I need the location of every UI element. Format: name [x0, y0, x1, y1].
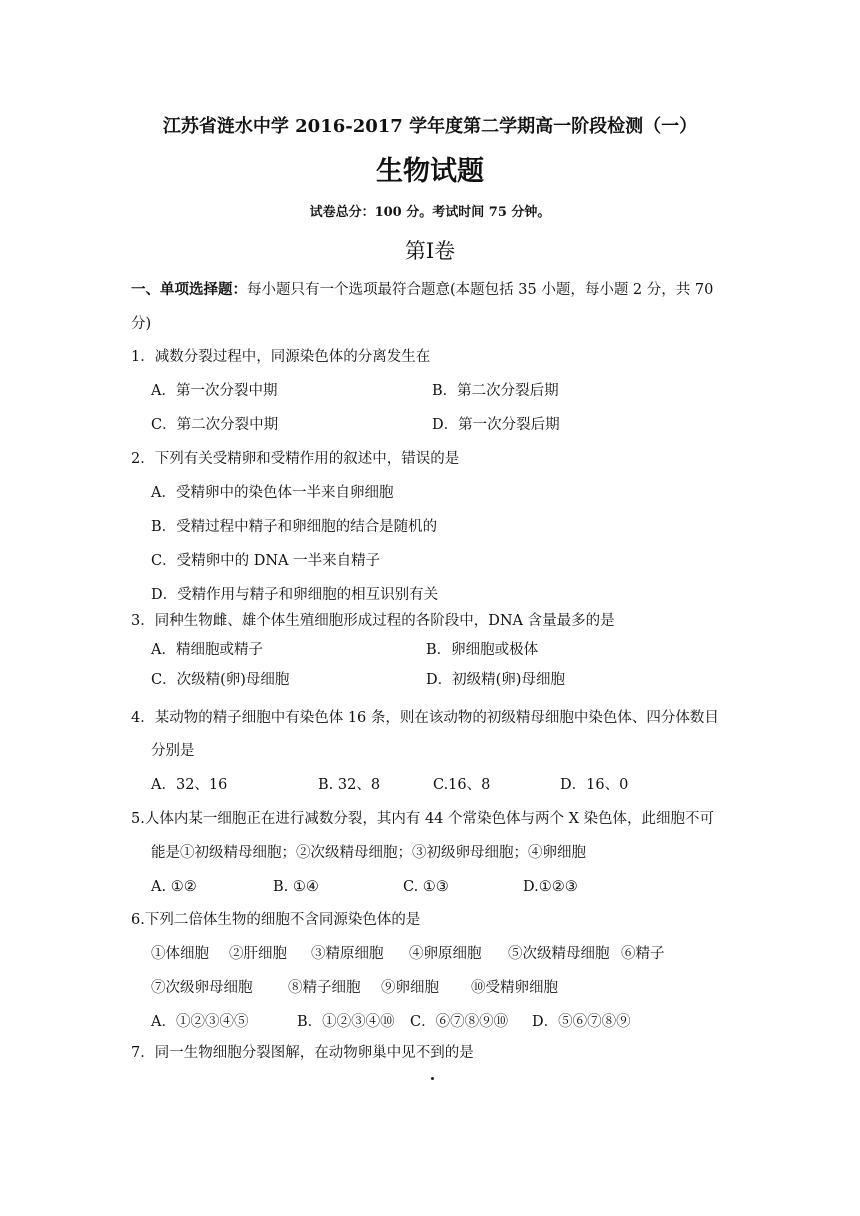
option: A．第一次分裂中期: [151, 383, 278, 399]
option: C．受精卵中的 DNA 一半来自精子: [151, 553, 381, 569]
section-instruction: [131, 280, 713, 300]
question-stem: 6.下列二倍体生物的细胞不含同源染色体的是: [131, 912, 421, 928]
option: D．第一次分裂后期: [432, 417, 560, 433]
option: A．①②③④⑤: [151, 1014, 249, 1030]
question-stem: 2．下列有关受精卵和受精作用的叙述中，错误的是: [131, 451, 460, 467]
exam-info: 试卷总分：100 分。考试时间 75 分钟。: [309, 205, 551, 220]
option: C．第二次分裂中期: [151, 417, 279, 433]
option: B. ①④: [273, 879, 319, 895]
option: B．卵细胞或极体: [426, 642, 539, 658]
question-stem: 4．某动物的精子细胞中有染色体 16 条，则在该动物的初级精母细胞中染色体、四分体数目: [131, 710, 719, 726]
option: D．⑤⑥⑦⑧⑨: [532, 1014, 631, 1030]
cell-item: ⑩受精卵细胞: [471, 980, 558, 996]
section-instruction-cont: 分): [131, 316, 152, 332]
option: A．精细胞或精子: [151, 642, 263, 658]
option: B．受精过程中精子和卵细胞的结合是随机的: [151, 519, 438, 535]
question-stem: 3．同种生物雌、雄个体生殖细胞形成过程的各阶段中，DNA 含量最多的是: [131, 613, 615, 629]
question-stem: 5.人体内某一细胞正在进行减数分裂，其内有 44 个常染色体与两个 X 染色体，此细胞不可: [131, 811, 715, 827]
subject-title: 生物试题: [376, 156, 484, 187]
option: D．初级精(卵)母细胞: [426, 672, 565, 688]
section-instruction-text: 每小题只有一个选项最符合题意(本题包括 35 小题，每小题 2 分，共 70: [247, 282, 714, 298]
emphasis-dot: [431, 1077, 434, 1080]
option: B. 32、8: [318, 777, 381, 793]
cell-item: ⑨卵细胞: [381, 980, 439, 996]
option: A．受精卵中的染色体一半来自卵细胞: [151, 485, 394, 501]
cell-item: ⑦次级卵母细胞: [151, 980, 253, 996]
section-label: 一、单项选择题：: [131, 281, 247, 298]
cell-item: ⑥精子: [621, 946, 665, 962]
option: D.①②③: [523, 879, 578, 895]
option: B．①②③④⑩: [297, 1014, 395, 1030]
cell-item: ⑤次级精母细胞: [508, 946, 610, 962]
volume-title: 第Ⅰ卷: [404, 239, 456, 263]
option: C. ①③: [403, 879, 449, 895]
cell-item: ①体细胞: [151, 946, 209, 962]
cell-item: ③精原细胞: [311, 946, 384, 962]
cell-item: ②肝细胞: [229, 946, 287, 962]
option: C.16、8: [433, 777, 491, 793]
option: C．⑥⑦⑧⑨⑩: [410, 1014, 509, 1030]
question-stem-cont: 能是①初级精母细胞；②次级精母细胞；③初级卵母细胞；④卵细胞: [151, 845, 586, 861]
option: A．32、16: [151, 777, 228, 793]
question-stem: 7．同一生物细胞分裂图解，在动物卵巢中见不到的是: [131, 1045, 474, 1061]
question-stem: 1．减数分裂过程中，同源染色体的分离发生在: [131, 349, 431, 365]
option: A. ①②: [151, 879, 197, 895]
cell-item: ⑧精子细胞: [288, 980, 361, 996]
cell-item: ④卵原细胞: [409, 946, 482, 962]
question-stem-cont: 分别是: [151, 743, 195, 759]
option: D．16、0: [560, 777, 629, 793]
option: C．次级精(卵)母细胞: [151, 672, 290, 688]
exam-title: 江苏省涟水中学 2016-2017 学年度第二学期高一阶段检测（一）: [162, 116, 698, 137]
option: D．受精作用与精子和卵细胞的相互识别有关: [151, 587, 439, 603]
option: B．第二次分裂后期: [432, 383, 559, 399]
